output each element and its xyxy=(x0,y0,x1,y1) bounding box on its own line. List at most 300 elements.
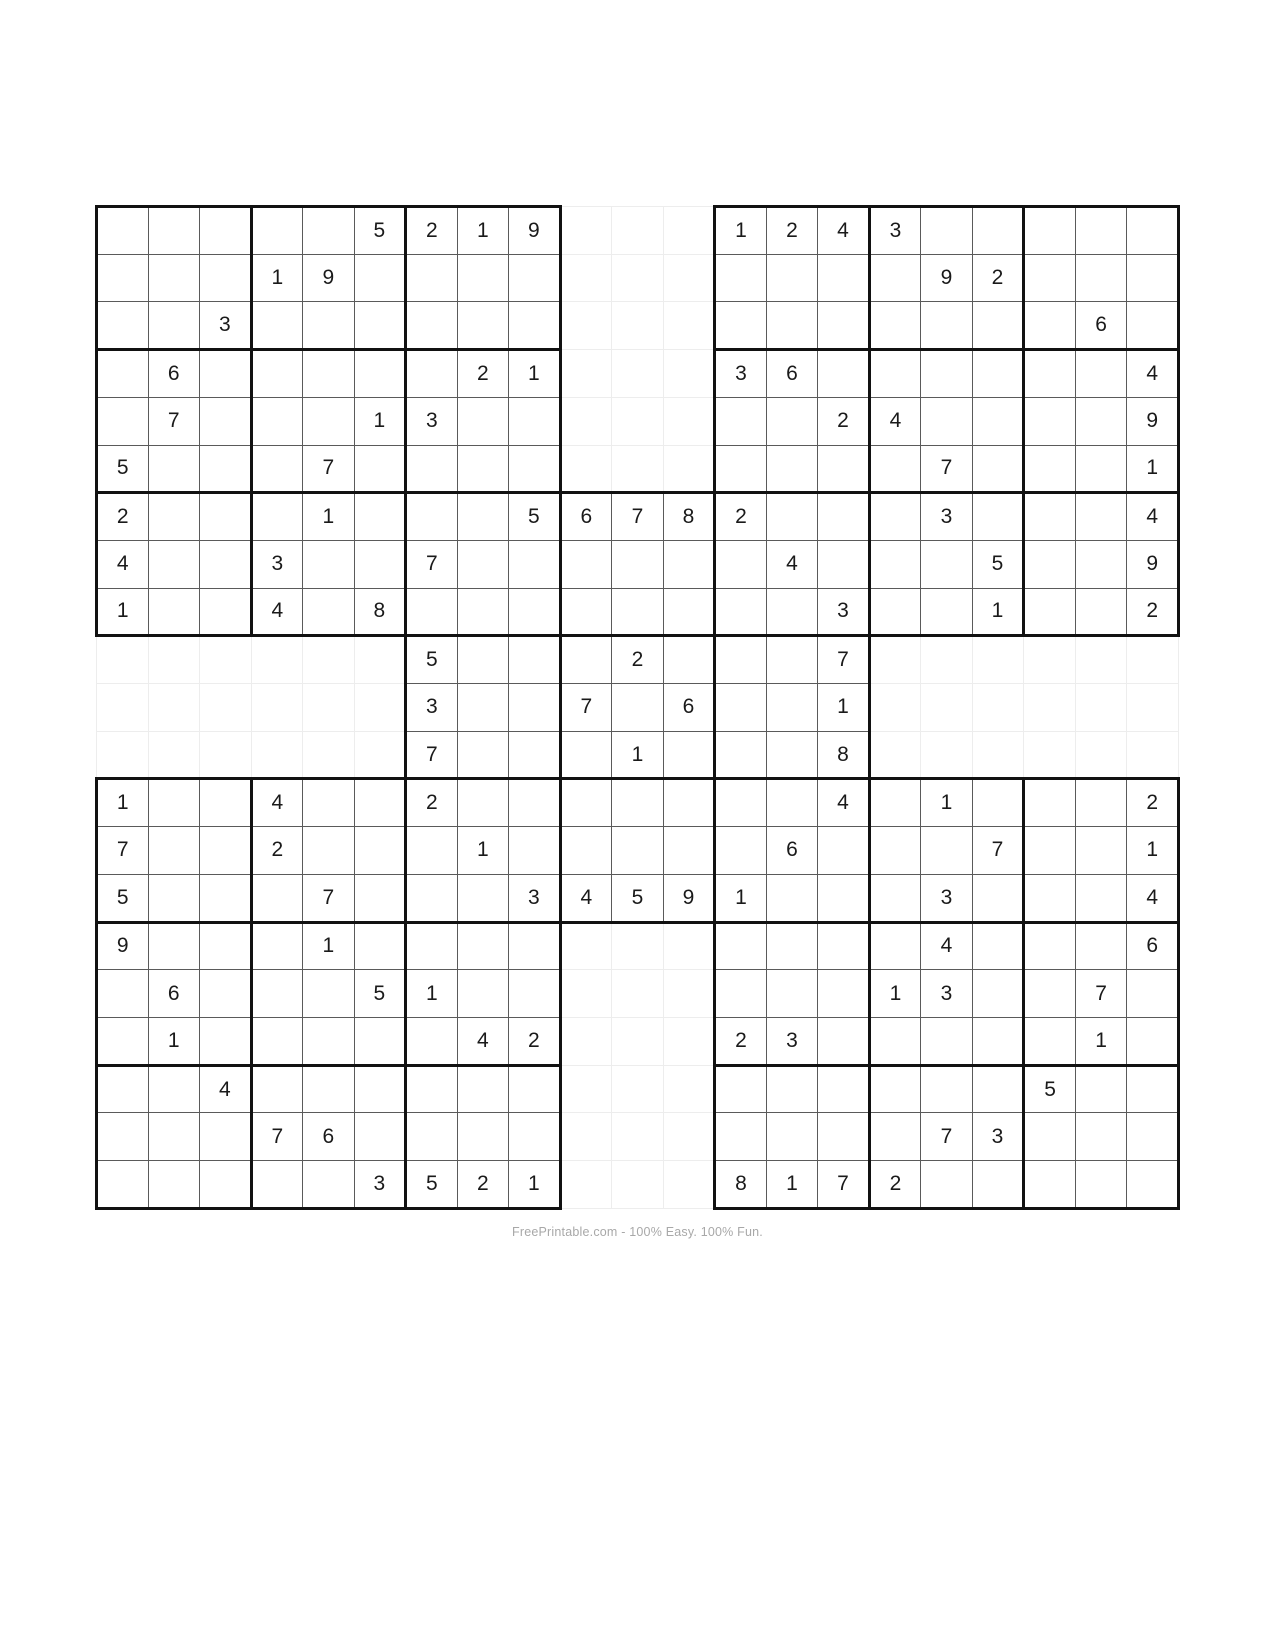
sudoku-cell-empty[interactable] xyxy=(97,302,149,350)
sudoku-cell-empty[interactable] xyxy=(1024,397,1076,445)
sudoku-cell-empty[interactable] xyxy=(1024,588,1076,636)
sudoku-cell-empty[interactable] xyxy=(818,445,870,493)
sudoku-cell-empty[interactable] xyxy=(1075,874,1127,922)
sudoku-cell-empty[interactable] xyxy=(818,922,870,970)
sudoku-cell-given[interactable]: 3 xyxy=(921,970,973,1018)
sudoku-cell-given[interactable]: 7 xyxy=(148,397,200,445)
sudoku-cell-given[interactable]: 1 xyxy=(921,779,973,827)
sudoku-cell-given[interactable]: 7 xyxy=(406,540,458,588)
sudoku-cell-empty[interactable] xyxy=(406,1065,458,1113)
sudoku-cell-empty[interactable] xyxy=(818,302,870,350)
sudoku-cell-empty[interactable] xyxy=(921,827,973,875)
sudoku-cell-given[interactable]: 9 xyxy=(303,254,355,302)
sudoku-cell-empty[interactable] xyxy=(251,493,303,541)
sudoku-cell-given[interactable]: 4 xyxy=(1127,493,1179,541)
sudoku-cell-empty[interactable] xyxy=(766,493,818,541)
sudoku-cell-empty[interactable] xyxy=(354,827,406,875)
sudoku-cell-given[interactable]: 1 xyxy=(1127,445,1179,493)
sudoku-cell-empty[interactable] xyxy=(612,827,664,875)
sudoku-cell-empty[interactable] xyxy=(509,588,561,636)
sudoku-cell-given[interactable]: 7 xyxy=(921,445,973,493)
sudoku-cell-empty[interactable] xyxy=(1127,970,1179,1018)
sudoku-cell-empty[interactable] xyxy=(1024,445,1076,493)
sudoku-cell-empty[interactable] xyxy=(869,874,921,922)
sudoku-cell-empty[interactable] xyxy=(354,350,406,398)
sudoku-cell-empty[interactable] xyxy=(148,1065,200,1113)
sudoku-cell-empty[interactable] xyxy=(663,588,715,636)
sudoku-cell-empty[interactable] xyxy=(457,397,509,445)
sudoku-cell-empty[interactable] xyxy=(663,731,715,779)
sudoku-cell-given[interactable]: 1 xyxy=(457,207,509,255)
sudoku-cell-given[interactable]: 6 xyxy=(766,350,818,398)
sudoku-cell-empty[interactable] xyxy=(457,254,509,302)
sudoku-cell-empty[interactable] xyxy=(921,350,973,398)
sudoku-cell-empty[interactable] xyxy=(509,922,561,970)
sudoku-cell-given[interactable]: 2 xyxy=(509,1017,561,1065)
sudoku-cell-given[interactable]: 2 xyxy=(766,207,818,255)
sudoku-cell-empty[interactable] xyxy=(560,827,612,875)
sudoku-cell-empty[interactable] xyxy=(560,779,612,827)
sudoku-cell-empty[interactable] xyxy=(354,1113,406,1161)
sudoku-cell-given[interactable]: 1 xyxy=(406,970,458,1018)
sudoku-cell-empty[interactable] xyxy=(1024,874,1076,922)
sudoku-cell-empty[interactable] xyxy=(766,731,818,779)
sudoku-cell-empty[interactable] xyxy=(1127,1113,1179,1161)
sudoku-cell-empty[interactable] xyxy=(457,779,509,827)
sudoku-cell-empty[interactable] xyxy=(457,731,509,779)
sudoku-cell-empty[interactable] xyxy=(1127,1161,1179,1209)
sudoku-cell-empty[interactable] xyxy=(972,302,1024,350)
sudoku-cell-given[interactable]: 4 xyxy=(818,207,870,255)
sudoku-cell-empty[interactable] xyxy=(1024,1113,1076,1161)
sudoku-cell-given[interactable]: 2 xyxy=(818,397,870,445)
sudoku-cell-empty[interactable] xyxy=(457,684,509,732)
sudoku-cell-empty[interactable] xyxy=(972,970,1024,1018)
sudoku-cell-empty[interactable] xyxy=(97,1161,149,1209)
sudoku-cell-empty[interactable] xyxy=(457,540,509,588)
sudoku-cell-empty[interactable] xyxy=(869,1017,921,1065)
sudoku-cell-empty[interactable] xyxy=(663,636,715,684)
sudoku-cell-empty[interactable] xyxy=(509,1113,561,1161)
sudoku-cell-empty[interactable] xyxy=(1024,493,1076,541)
sudoku-cell-empty[interactable] xyxy=(97,970,149,1018)
sudoku-cell-given[interactable]: 2 xyxy=(457,350,509,398)
sudoku-cell-empty[interactable] xyxy=(148,1113,200,1161)
sudoku-cell-empty[interactable] xyxy=(303,1017,355,1065)
sudoku-cell-given[interactable]: 1 xyxy=(1075,1017,1127,1065)
sudoku-cell-given[interactable]: 4 xyxy=(251,779,303,827)
sudoku-cell-empty[interactable] xyxy=(766,397,818,445)
sudoku-cell-empty[interactable] xyxy=(1024,540,1076,588)
sudoku-cell-empty[interactable] xyxy=(251,207,303,255)
sudoku-cell-empty[interactable] xyxy=(612,540,664,588)
sudoku-cell-empty[interactable] xyxy=(97,1065,149,1113)
sudoku-cell-empty[interactable] xyxy=(972,1065,1024,1113)
sudoku-cell-empty[interactable] xyxy=(921,588,973,636)
sudoku-cell-given[interactable]: 2 xyxy=(612,636,664,684)
sudoku-cell-empty[interactable] xyxy=(354,493,406,541)
sudoku-cell-given[interactable]: 7 xyxy=(921,1113,973,1161)
sudoku-cell-empty[interactable] xyxy=(869,350,921,398)
sudoku-cell-given[interactable]: 3 xyxy=(406,397,458,445)
sudoku-cell-empty[interactable] xyxy=(715,1065,767,1113)
sudoku-cell-empty[interactable] xyxy=(869,445,921,493)
sudoku-cell-empty[interactable] xyxy=(354,302,406,350)
sudoku-cell-given[interactable]: 3 xyxy=(251,540,303,588)
sudoku-cell-empty[interactable] xyxy=(251,445,303,493)
sudoku-cell-given[interactable]: 1 xyxy=(251,254,303,302)
sudoku-cell-given[interactable]: 1 xyxy=(303,493,355,541)
sudoku-cell-given[interactable]: 1 xyxy=(303,922,355,970)
sudoku-cell-empty[interactable] xyxy=(972,874,1024,922)
sudoku-cell-given[interactable]: 2 xyxy=(972,254,1024,302)
sudoku-cell-empty[interactable] xyxy=(354,874,406,922)
sudoku-cell-given[interactable]: 4 xyxy=(457,1017,509,1065)
sudoku-cell-empty[interactable] xyxy=(457,1065,509,1113)
sudoku-cell-given[interactable]: 9 xyxy=(1127,540,1179,588)
sudoku-cell-given[interactable]: 5 xyxy=(1024,1065,1076,1113)
sudoku-cell-given[interactable]: 7 xyxy=(1075,970,1127,1018)
sudoku-cell-empty[interactable] xyxy=(509,1065,561,1113)
sudoku-cell-given[interactable]: 4 xyxy=(97,540,149,588)
sudoku-cell-empty[interactable] xyxy=(1127,207,1179,255)
sudoku-cell-empty[interactable] xyxy=(715,302,767,350)
sudoku-cell-given[interactable]: 4 xyxy=(1127,350,1179,398)
sudoku-cell-given[interactable]: 7 xyxy=(612,493,664,541)
sudoku-cell-empty[interactable] xyxy=(1075,1113,1127,1161)
sudoku-cell-given[interactable]: 1 xyxy=(972,588,1024,636)
sudoku-cell-empty[interactable] xyxy=(200,922,252,970)
sudoku-cell-empty[interactable] xyxy=(921,1017,973,1065)
sudoku-cell-empty[interactable] xyxy=(663,540,715,588)
sudoku-cell-empty[interactable] xyxy=(1024,779,1076,827)
sudoku-cell-given[interactable]: 2 xyxy=(251,827,303,875)
sudoku-cell-empty[interactable] xyxy=(509,731,561,779)
sudoku-cell-empty[interactable] xyxy=(97,254,149,302)
sudoku-cell-empty[interactable] xyxy=(148,493,200,541)
sudoku-cell-given[interactable]: 1 xyxy=(715,874,767,922)
sudoku-cell-given[interactable]: 2 xyxy=(97,493,149,541)
sudoku-cell-empty[interactable] xyxy=(663,827,715,875)
sudoku-cell-empty[interactable] xyxy=(354,922,406,970)
sudoku-cell-given[interactable]: 2 xyxy=(715,493,767,541)
sudoku-cell-empty[interactable] xyxy=(406,254,458,302)
sudoku-cell-empty[interactable] xyxy=(715,636,767,684)
sudoku-cell-given[interactable]: 6 xyxy=(148,350,200,398)
sudoku-cell-given[interactable]: 9 xyxy=(663,874,715,922)
sudoku-cell-empty[interactable] xyxy=(818,254,870,302)
sudoku-cell-empty[interactable] xyxy=(303,1065,355,1113)
sudoku-cell-empty[interactable] xyxy=(766,302,818,350)
sudoku-cell-given[interactable]: 6 xyxy=(560,493,612,541)
sudoku-cell-empty[interactable] xyxy=(1127,254,1179,302)
sudoku-cell-given[interactable]: 1 xyxy=(818,684,870,732)
sudoku-cell-given[interactable]: 2 xyxy=(406,779,458,827)
sudoku-cell-empty[interactable] xyxy=(354,254,406,302)
sudoku-cell-given[interactable]: 1 xyxy=(509,1161,561,1209)
sudoku-cell-empty[interactable] xyxy=(509,779,561,827)
sudoku-cell-empty[interactable] xyxy=(251,302,303,350)
sudoku-cell-empty[interactable] xyxy=(509,254,561,302)
sudoku-cell-given[interactable]: 3 xyxy=(715,350,767,398)
sudoku-cell-empty[interactable] xyxy=(715,731,767,779)
sudoku-cell-given[interactable]: 2 xyxy=(869,1161,921,1209)
sudoku-cell-empty[interactable] xyxy=(509,397,561,445)
sudoku-cell-empty[interactable] xyxy=(818,1017,870,1065)
sudoku-cell-empty[interactable] xyxy=(303,350,355,398)
sudoku-cell-empty[interactable] xyxy=(148,874,200,922)
sudoku-cell-given[interactable]: 1 xyxy=(354,397,406,445)
sudoku-cell-empty[interactable] xyxy=(972,779,1024,827)
sudoku-cell-empty[interactable] xyxy=(921,302,973,350)
sudoku-cell-given[interactable]: 7 xyxy=(818,636,870,684)
sudoku-cell-empty[interactable] xyxy=(200,1113,252,1161)
sudoku-cell-empty[interactable] xyxy=(406,445,458,493)
sudoku-cell-empty[interactable] xyxy=(869,302,921,350)
sudoku-cell-empty[interactable] xyxy=(200,827,252,875)
sudoku-cell-given[interactable]: 3 xyxy=(509,874,561,922)
sudoku-cell-empty[interactable] xyxy=(354,445,406,493)
sudoku-cell-empty[interactable] xyxy=(715,540,767,588)
sudoku-cell-empty[interactable] xyxy=(148,922,200,970)
sudoku-cell-given[interactable]: 6 xyxy=(766,827,818,875)
sudoku-cell-empty[interactable] xyxy=(818,493,870,541)
sudoku-cell-empty[interactable] xyxy=(406,874,458,922)
sudoku-cell-given[interactable]: 3 xyxy=(921,493,973,541)
sudoku-cell-given[interactable]: 4 xyxy=(200,1065,252,1113)
sudoku-cell-empty[interactable] xyxy=(251,874,303,922)
sudoku-cell-empty[interactable] xyxy=(406,350,458,398)
sudoku-cell-given[interactable]: 2 xyxy=(1127,588,1179,636)
sudoku-cell-empty[interactable] xyxy=(200,207,252,255)
sudoku-cell-empty[interactable] xyxy=(148,302,200,350)
sudoku-cell-empty[interactable] xyxy=(766,684,818,732)
sudoku-cell-empty[interactable] xyxy=(1075,493,1127,541)
sudoku-cell-given[interactable]: 7 xyxy=(818,1161,870,1209)
sudoku-cell-empty[interactable] xyxy=(457,302,509,350)
sudoku-cell-empty[interactable] xyxy=(1127,1065,1179,1113)
sudoku-cell-empty[interactable] xyxy=(509,684,561,732)
sudoku-cell-given[interactable]: 6 xyxy=(663,684,715,732)
sudoku-cell-empty[interactable] xyxy=(200,445,252,493)
sudoku-cell-empty[interactable] xyxy=(663,779,715,827)
sudoku-cell-empty[interactable] xyxy=(766,588,818,636)
sudoku-cell-empty[interactable] xyxy=(457,874,509,922)
sudoku-cell-given[interactable]: 5 xyxy=(406,636,458,684)
sudoku-cell-empty[interactable] xyxy=(406,588,458,636)
sudoku-cell-empty[interactable] xyxy=(921,1161,973,1209)
sudoku-cell-empty[interactable] xyxy=(715,922,767,970)
sudoku-cell-empty[interactable] xyxy=(148,1161,200,1209)
sudoku-cell-empty[interactable] xyxy=(715,397,767,445)
sudoku-cell-empty[interactable] xyxy=(766,779,818,827)
sudoku-cell-empty[interactable] xyxy=(148,588,200,636)
sudoku-cell-empty[interactable] xyxy=(97,397,149,445)
sudoku-cell-empty[interactable] xyxy=(406,827,458,875)
sudoku-cell-empty[interactable] xyxy=(1127,302,1179,350)
sudoku-cell-given[interactable]: 1 xyxy=(509,350,561,398)
sudoku-cell-given[interactable]: 8 xyxy=(354,588,406,636)
sudoku-cell-given[interactable]: 1 xyxy=(457,827,509,875)
sudoku-cell-empty[interactable] xyxy=(251,1065,303,1113)
sudoku-cell-empty[interactable] xyxy=(303,827,355,875)
sudoku-cell-empty[interactable] xyxy=(97,1017,149,1065)
sudoku-cell-given[interactable]: 5 xyxy=(97,445,149,493)
sudoku-cell-empty[interactable] xyxy=(509,540,561,588)
sudoku-cell-empty[interactable] xyxy=(406,1017,458,1065)
sudoku-cell-empty[interactable] xyxy=(818,970,870,1018)
sudoku-cell-empty[interactable] xyxy=(715,588,767,636)
sudoku-cell-empty[interactable] xyxy=(509,302,561,350)
sudoku-cell-given[interactable]: 5 xyxy=(972,540,1024,588)
sudoku-cell-given[interactable]: 5 xyxy=(612,874,664,922)
sudoku-cell-empty[interactable] xyxy=(148,827,200,875)
sudoku-cell-empty[interactable] xyxy=(766,636,818,684)
sudoku-cell-empty[interactable] xyxy=(406,302,458,350)
sudoku-cell-given[interactable]: 9 xyxy=(97,922,149,970)
sudoku-cell-given[interactable]: 4 xyxy=(921,922,973,970)
sudoku-cell-empty[interactable] xyxy=(509,970,561,1018)
sudoku-cell-given[interactable]: 7 xyxy=(303,874,355,922)
sudoku-cell-empty[interactable] xyxy=(560,636,612,684)
sudoku-cell-given[interactable]: 1 xyxy=(612,731,664,779)
sudoku-cell-empty[interactable] xyxy=(97,207,149,255)
sudoku-cell-empty[interactable] xyxy=(972,445,1024,493)
sudoku-cell-empty[interactable] xyxy=(766,922,818,970)
sudoku-cell-empty[interactable] xyxy=(457,922,509,970)
sudoku-cell-empty[interactable] xyxy=(251,1017,303,1065)
sudoku-cell-given[interactable]: 3 xyxy=(766,1017,818,1065)
sudoku-cell-empty[interactable] xyxy=(818,350,870,398)
sudoku-cell-empty[interactable] xyxy=(251,397,303,445)
sudoku-cell-empty[interactable] xyxy=(1024,827,1076,875)
sudoku-cell-given[interactable]: 4 xyxy=(1127,874,1179,922)
sudoku-cell-empty[interactable] xyxy=(457,636,509,684)
sudoku-cell-empty[interactable] xyxy=(1024,1017,1076,1065)
sudoku-cell-empty[interactable] xyxy=(560,731,612,779)
sudoku-cell-empty[interactable] xyxy=(972,397,1024,445)
sudoku-cell-empty[interactable] xyxy=(251,970,303,1018)
sudoku-cell-empty[interactable] xyxy=(715,1113,767,1161)
sudoku-cell-given[interactable]: 1 xyxy=(715,207,767,255)
sudoku-cell-given[interactable]: 3 xyxy=(200,302,252,350)
sudoku-cell-empty[interactable] xyxy=(1075,540,1127,588)
sudoku-cell-empty[interactable] xyxy=(869,493,921,541)
sudoku-cell-given[interactable]: 7 xyxy=(251,1113,303,1161)
sudoku-cell-empty[interactable] xyxy=(1075,1065,1127,1113)
sudoku-cell-given[interactable]: 3 xyxy=(406,684,458,732)
sudoku-cell-given[interactable]: 1 xyxy=(766,1161,818,1209)
sudoku-cell-empty[interactable] xyxy=(148,540,200,588)
sudoku-cell-empty[interactable] xyxy=(869,254,921,302)
sudoku-cell-empty[interactable] xyxy=(457,970,509,1018)
sudoku-cell-empty[interactable] xyxy=(303,970,355,1018)
sudoku-cell-empty[interactable] xyxy=(972,350,1024,398)
sudoku-cell-empty[interactable] xyxy=(303,302,355,350)
sudoku-cell-empty[interactable] xyxy=(560,588,612,636)
sudoku-cell-empty[interactable] xyxy=(818,540,870,588)
sudoku-cell-empty[interactable] xyxy=(1024,254,1076,302)
sudoku-cell-empty[interactable] xyxy=(1024,1161,1076,1209)
sudoku-cell-empty[interactable] xyxy=(1075,350,1127,398)
sudoku-cell-empty[interactable] xyxy=(1075,827,1127,875)
sudoku-cell-empty[interactable] xyxy=(921,1065,973,1113)
sudoku-cell-given[interactable]: 1 xyxy=(869,970,921,1018)
sudoku-cell-empty[interactable] xyxy=(1075,1161,1127,1209)
sudoku-cell-empty[interactable] xyxy=(818,874,870,922)
sudoku-cell-given[interactable]: 3 xyxy=(354,1161,406,1209)
sudoku-cell-given[interactable]: 5 xyxy=(509,493,561,541)
sudoku-cell-empty[interactable] xyxy=(869,540,921,588)
sudoku-cell-given[interactable]: 1 xyxy=(1127,827,1179,875)
sudoku-cell-given[interactable]: 1 xyxy=(97,779,149,827)
sudoku-cell-empty[interactable] xyxy=(869,779,921,827)
sudoku-cell-empty[interactable] xyxy=(1024,207,1076,255)
sudoku-cell-empty[interactable] xyxy=(251,1161,303,1209)
sudoku-cell-empty[interactable] xyxy=(303,397,355,445)
sudoku-cell-empty[interactable] xyxy=(1075,779,1127,827)
sudoku-cell-empty[interactable] xyxy=(200,779,252,827)
sudoku-cell-empty[interactable] xyxy=(715,779,767,827)
sudoku-cell-empty[interactable] xyxy=(921,540,973,588)
sudoku-cell-given[interactable]: 1 xyxy=(148,1017,200,1065)
sudoku-cell-empty[interactable] xyxy=(1024,922,1076,970)
sudoku-cell-empty[interactable] xyxy=(251,350,303,398)
sudoku-cell-empty[interactable] xyxy=(457,445,509,493)
sudoku-cell-given[interactable]: 3 xyxy=(869,207,921,255)
sudoku-cell-empty[interactable] xyxy=(818,827,870,875)
sudoku-cell-empty[interactable] xyxy=(1024,302,1076,350)
sudoku-cell-empty[interactable] xyxy=(869,1113,921,1161)
sudoku-cell-empty[interactable] xyxy=(612,684,664,732)
sudoku-cell-given[interactable]: 3 xyxy=(818,588,870,636)
sudoku-cell-empty[interactable] xyxy=(972,1017,1024,1065)
sudoku-cell-empty[interactable] xyxy=(148,207,200,255)
sudoku-cell-empty[interactable] xyxy=(869,827,921,875)
sudoku-cell-empty[interactable] xyxy=(1075,254,1127,302)
sudoku-cell-empty[interactable] xyxy=(200,588,252,636)
sudoku-cell-given[interactable]: 5 xyxy=(97,874,149,922)
sudoku-cell-empty[interactable] xyxy=(354,1065,406,1113)
sudoku-cell-empty[interactable] xyxy=(406,1113,458,1161)
sudoku-cell-empty[interactable] xyxy=(303,540,355,588)
sudoku-cell-empty[interactable] xyxy=(972,493,1024,541)
sudoku-cell-empty[interactable] xyxy=(715,684,767,732)
sudoku-cell-given[interactable]: 7 xyxy=(972,827,1024,875)
sudoku-cell-empty[interactable] xyxy=(200,1161,252,1209)
sudoku-cell-empty[interactable] xyxy=(972,207,1024,255)
sudoku-cell-given[interactable]: 4 xyxy=(560,874,612,922)
sudoku-cell-empty[interactable] xyxy=(200,350,252,398)
sudoku-cell-empty[interactable] xyxy=(200,254,252,302)
sudoku-cell-empty[interactable] xyxy=(200,1017,252,1065)
sudoku-cell-empty[interactable] xyxy=(354,1017,406,1065)
sudoku-cell-empty[interactable] xyxy=(148,779,200,827)
sudoku-cell-empty[interactable] xyxy=(303,207,355,255)
sudoku-cell-given[interactable]: 9 xyxy=(509,207,561,255)
sudoku-cell-empty[interactable] xyxy=(766,445,818,493)
sudoku-cell-given[interactable]: 4 xyxy=(869,397,921,445)
sudoku-cell-empty[interactable] xyxy=(818,1065,870,1113)
sudoku-cell-given[interactable]: 9 xyxy=(1127,397,1179,445)
sudoku-cell-empty[interactable] xyxy=(148,445,200,493)
sudoku-cell-empty[interactable] xyxy=(560,540,612,588)
sudoku-cell-empty[interactable] xyxy=(457,1113,509,1161)
sudoku-cell-empty[interactable] xyxy=(1075,397,1127,445)
sudoku-cell-given[interactable]: 4 xyxy=(251,588,303,636)
sudoku-cell-empty[interactable] xyxy=(766,1065,818,1113)
sudoku-cell-empty[interactable] xyxy=(715,254,767,302)
